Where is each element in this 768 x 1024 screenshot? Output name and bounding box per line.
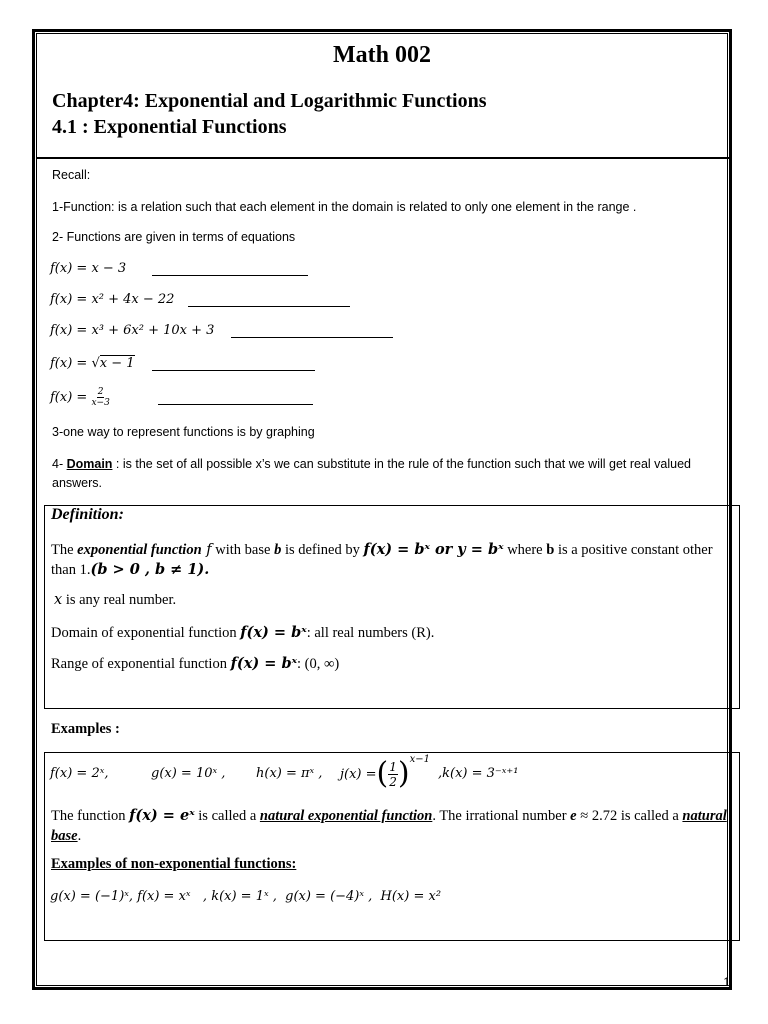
domain-value: : all real numbers (R). bbox=[306, 625, 435, 641]
answer-blank-3[interactable] bbox=[231, 325, 393, 338]
equation-2-text: f(x) = x² + 4x − 22 bbox=[50, 292, 175, 307]
domain-definition: : is the set of all possible x’s we can substitute in the rule of the function such that we will get real valued answers. bbox=[52, 457, 691, 490]
fraction-denominator: x−3 bbox=[91, 398, 110, 408]
example-h: h(x) = πˣ , bbox=[256, 766, 323, 781]
domain-text: Domain of exponential function bbox=[51, 625, 241, 641]
natural-base-term: natural base bbox=[51, 808, 727, 844]
domain-term: Domain bbox=[66, 457, 113, 471]
definition-range-line bbox=[51, 655, 339, 673]
def-x-text: is any real number. bbox=[62, 592, 177, 608]
def-text-a: The bbox=[51, 542, 78, 558]
def-condition: (b > 0 , b ≠ 1). bbox=[90, 561, 210, 578]
answer-blank-5[interactable] bbox=[158, 392, 313, 405]
def-base: b bbox=[274, 542, 282, 558]
natural-text-a: The function bbox=[51, 808, 130, 824]
def-x: x bbox=[54, 592, 63, 608]
def-f: f bbox=[201, 542, 212, 558]
natural-text-b: is called a bbox=[194, 808, 260, 824]
equation-5 bbox=[50, 387, 110, 408]
def-equation: f(x) = bˣ or y = bˣ bbox=[363, 541, 504, 558]
equation-5-fraction bbox=[91, 387, 109, 408]
equation-3 bbox=[50, 323, 214, 338]
recall-item-2: 2- Functions are given in terms of equations bbox=[52, 230, 296, 244]
natural-end: . bbox=[77, 828, 82, 844]
j-numerator: 1 bbox=[389, 759, 397, 774]
item-4-prefix: 4- bbox=[52, 457, 67, 471]
definition-domain-line bbox=[51, 624, 434, 642]
example-j-fraction bbox=[388, 760, 398, 789]
recall-heading: Recall: bbox=[52, 168, 91, 182]
equation-5-prefix: f(x) = bbox=[50, 390, 92, 405]
definition-heading: Definition: bbox=[51, 506, 124, 523]
answer-blank-2[interactable] bbox=[188, 294, 350, 307]
example-j-prefix: j(x) = bbox=[340, 766, 377, 782]
def-text-d: where bbox=[503, 542, 547, 558]
equation-2 bbox=[50, 292, 174, 307]
answer-blank-1[interactable] bbox=[152, 263, 308, 276]
equation-3-text: f(x) = x³ + 6x² + 10x + 3 bbox=[50, 323, 215, 338]
answer-blank-4[interactable] bbox=[152, 358, 315, 371]
recall-item-3: 3-one way to represent functions is by graphing bbox=[52, 425, 315, 439]
equation-4 bbox=[50, 356, 135, 371]
example-g: g(x) = 10ˣ , bbox=[151, 766, 226, 781]
example-k: ,k(x) = 3⁻ˣ⁺¹ bbox=[438, 766, 519, 781]
chapter-title: Chapter4: Exponential and Logarithmic Functions bbox=[52, 90, 487, 112]
non-exponential-list: g(x) = (−1)ˣ, f(x) = xˣ , k(x) = 1ˣ , g(x) = (−4)ˣ , H(x) = x² bbox=[50, 889, 442, 904]
chapter-heading bbox=[52, 88, 486, 140]
fraction-numerator: 2 bbox=[97, 387, 104, 397]
natural-e: e bbox=[570, 808, 577, 824]
range-text: Range of exponential function bbox=[51, 656, 231, 672]
natural-text-d: ≈ 2.72 is called a bbox=[576, 808, 683, 824]
equation-4-prefix: f(x) = bbox=[50, 356, 92, 371]
recall-item-1: 1-Function: is a relation such that each element in the domain is related to only one element in the range . bbox=[52, 200, 637, 214]
example-j: j(x) = ( $\frac{1}{2}$ ) x−1 bbox=[340, 754, 430, 791]
def-text-b: with base bbox=[211, 542, 275, 558]
examples-heading: Examples : bbox=[51, 721, 120, 737]
example-j-exponent: x−1 bbox=[409, 754, 430, 765]
range-equation: f(x) = bˣ bbox=[230, 655, 298, 672]
equation-1-text: f(x) = x − 3 bbox=[50, 261, 127, 276]
equation-4-radicand: x − 1 bbox=[99, 356, 135, 371]
equation-1 bbox=[50, 261, 126, 276]
course-title: Math 002 bbox=[333, 42, 431, 68]
section-title: 4.1 : Exponential Functions bbox=[52, 116, 287, 138]
natural-exponential-term: natural exponential function bbox=[259, 808, 433, 824]
page-number: 1 bbox=[723, 975, 730, 989]
range-value: : (0, ∞) bbox=[297, 656, 340, 672]
def-text-e: is a positive constant other than 1. bbox=[51, 542, 713, 578]
def-base-2: b bbox=[546, 542, 555, 558]
definition-x-line bbox=[54, 592, 176, 609]
natural-text-c: . The irrational number bbox=[432, 808, 571, 824]
sqrt-symbol: √ bbox=[91, 356, 100, 371]
exponential-function-term: exponential function bbox=[77, 542, 202, 558]
header-divider bbox=[36, 157, 730, 159]
natural-exponential-paragraph bbox=[51, 806, 731, 846]
j-denominator: 2 bbox=[389, 774, 397, 789]
natural-equation: f(x) = eˣ bbox=[129, 807, 195, 824]
definition-paragraph bbox=[51, 540, 731, 580]
non-exponential-heading: Examples of non-exponential functions: bbox=[51, 856, 297, 872]
recall-item-4 bbox=[52, 455, 728, 493]
domain-equation: f(x) = bˣ bbox=[240, 624, 307, 641]
example-f: f(x) = 2ˣ, bbox=[50, 766, 109, 781]
def-text-c: is defined by bbox=[281, 542, 364, 558]
